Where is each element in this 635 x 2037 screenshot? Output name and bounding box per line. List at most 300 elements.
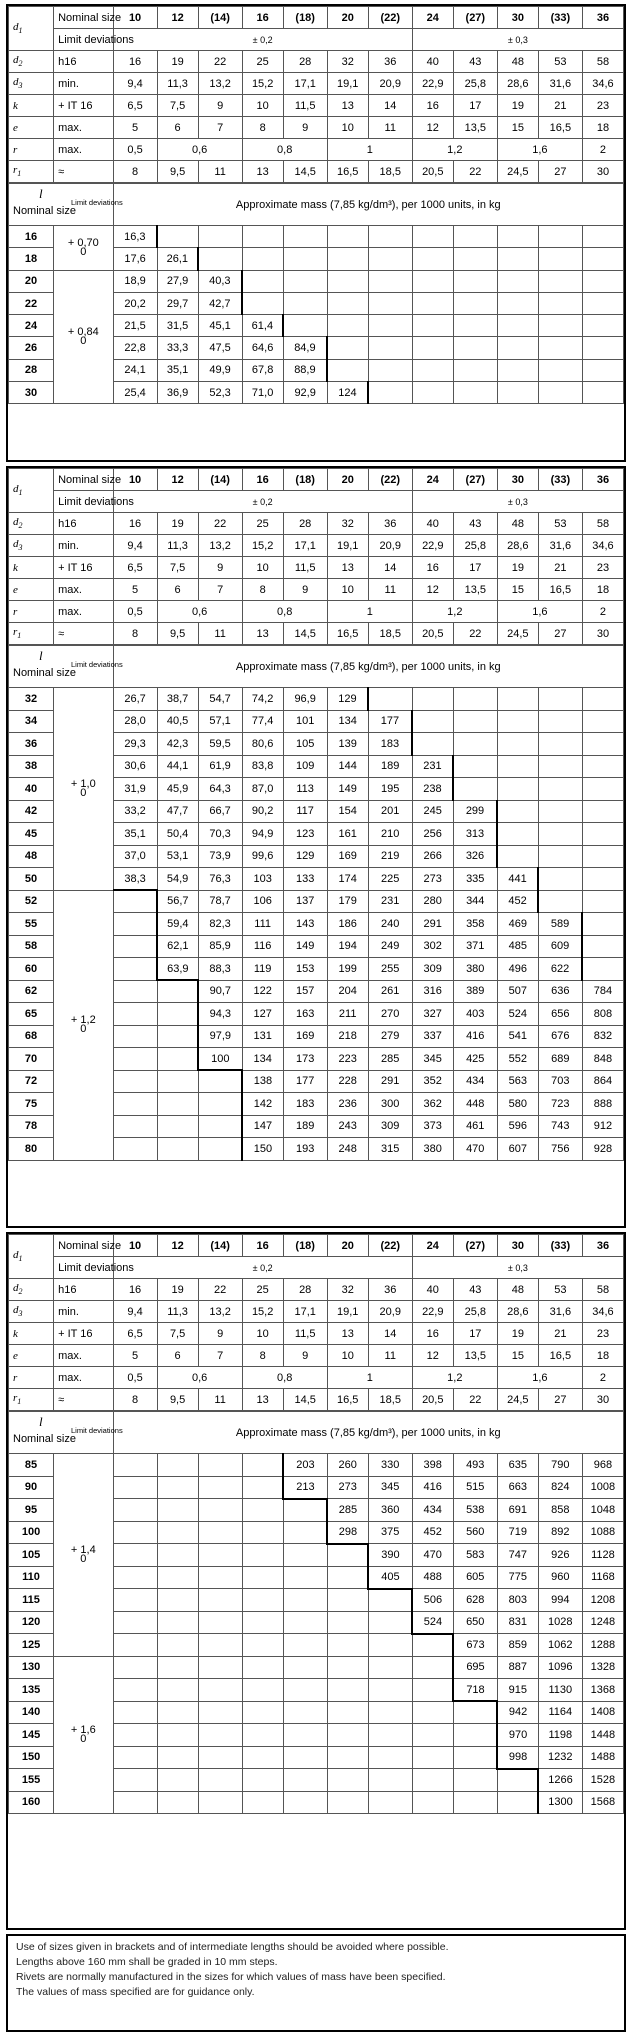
diameter-header: 16 [242,469,283,491]
mass-value: 300 [368,1093,412,1116]
mass-value: 35,1 [157,359,198,381]
mass-value [242,1634,283,1657]
spec-value: 9,4 [113,1301,157,1323]
mass-value: 622 [538,958,582,981]
table-row [9,688,624,711]
length-value: 62 [9,980,54,1003]
diameter-header: 10 [113,7,157,29]
length-value: 34 [9,710,54,733]
tolerance-label: max. [54,601,113,623]
mass-value [453,733,497,756]
mass-value [582,292,623,314]
mass-value: 260 [327,1454,368,1477]
spec-value: 31,6 [538,1301,582,1323]
spec-value: 48 [497,513,538,535]
mass-value [538,292,582,314]
length-value: 130 [9,1656,54,1679]
mass-value [582,755,623,778]
mass-value: 1088 [582,1521,623,1544]
spec-value: 22,9 [412,73,453,95]
spec-value: 36 [368,1279,412,1301]
symbol-label: k [9,95,54,117]
mass-value: 138 [242,1070,283,1093]
spec-value: 16 [412,1323,453,1345]
mass-value: 1368 [582,1679,623,1702]
mass-value: 1568 [582,1791,623,1814]
spec-value: 20,5 [412,1389,453,1411]
spec-value: 28,6 [497,535,538,557]
mass-value [453,778,497,801]
spec-value: 13 [242,1389,283,1411]
mass-value: 63,9 [157,958,198,981]
mass-value [538,226,582,248]
mass-value [113,1611,157,1634]
symbol-label: $r_1$ [9,1389,54,1411]
mass-value [368,688,412,711]
mass-value [453,226,497,248]
tolerance-label: + IT 16 [54,557,113,579]
tolerance-label: min. [54,1301,113,1323]
d1-deviation: ± 0,3 [412,29,623,51]
length-value: 26 [9,337,54,359]
spec-value: 14 [368,557,412,579]
spec-value: 17 [453,557,497,579]
mass-value: 285 [327,1499,368,1522]
spec-value: 17,1 [283,1301,327,1323]
length-header [9,184,123,226]
mass-value [113,1454,157,1477]
mass-value: 313 [453,823,497,846]
length-value: 110 [9,1566,54,1589]
spec-value: 9,4 [113,73,157,95]
spec-value: 24,5 [497,161,538,183]
mass-value: 358 [453,913,497,936]
diameter-header: 36 [582,469,623,491]
mass-value: 248 [327,1138,368,1161]
mass-value: 45,1 [198,315,242,337]
approx-mass-label: Approximate mass (7,85 kg/dm³), per 1000 units, in kg [113,646,623,688]
mass-value: 143 [283,913,327,936]
spec-value: 8 [242,117,283,139]
table-row [9,1656,624,1679]
mass-value: 635 [497,1454,538,1477]
mass-value [242,1611,283,1634]
diameter-header: (14) [198,469,242,491]
mass-value: 44,1 [157,755,198,778]
mass-value: 775 [497,1566,538,1589]
mass-value [327,1701,368,1724]
mass-value: 163 [283,1003,327,1026]
spec-value: 34,6 [582,1301,623,1323]
mass-value [327,315,368,337]
spec-value: 9 [198,1323,242,1345]
mass-value: 149 [327,778,368,801]
mass-value: 461 [453,1115,497,1138]
mass-value: 223 [327,1048,368,1071]
tolerance-label: max. [54,117,113,139]
mass-value: 756 [538,1138,582,1161]
length-value: 100 [9,1521,54,1544]
mass-value [242,1791,283,1814]
length-value: 22 [9,292,54,314]
diameter-header: (33) [538,1235,582,1257]
spec-value: 9,5 [157,161,198,183]
mass-value: 1232 [538,1746,582,1769]
spec-value: 40 [412,51,453,73]
mass-value: 49,9 [198,359,242,381]
mass-value: 228 [327,1070,368,1093]
spec-value: 15 [497,117,538,139]
length-value: 120 [9,1611,54,1634]
spec-value: 10 [327,579,368,601]
mass-value [368,226,412,248]
mass-value [412,1656,453,1679]
spec-value: 1,6 [497,601,582,623]
diameter-header: (33) [538,469,582,491]
mass-value [113,1791,157,1814]
spec-value: 6,5 [113,95,157,117]
spec-value: 10 [242,557,283,579]
spec-value: 10 [327,1345,368,1367]
diameter-header: 20 [327,1235,368,1257]
length-value: 45 [9,823,54,846]
spec-value: 23 [582,1323,623,1345]
mass-value: 1096 [538,1656,582,1679]
symbol-label: r [9,139,54,161]
mass-value: 59,5 [198,733,242,756]
mass-value: 78,7 [198,890,242,913]
mass-value: 27,9 [157,270,198,292]
mass-value: 858 [538,1499,582,1522]
mass-value: 273 [412,868,453,891]
mass-value [582,845,623,868]
mass-value [113,958,157,981]
mass-value [453,359,497,381]
mass-value [327,1566,368,1589]
mass-value: 824 [538,1476,582,1499]
length-value: 70 [9,1048,54,1071]
mass-value [327,359,368,381]
mass-value: 425 [453,1048,497,1071]
mass-value [157,1791,198,1814]
mass-value [242,1566,283,1589]
mass-value: 434 [453,1070,497,1093]
spec-value: 11,3 [157,535,198,557]
length-value: 90 [9,1476,54,1499]
mass-value: 723 [538,1093,582,1116]
dimension-table [8,1234,624,1411]
length-header [9,1412,123,1454]
mass-value: 915 [497,1679,538,1702]
mass-value: 1128 [582,1544,623,1567]
mass-value [453,292,497,314]
symbol-label: $d_3$ [9,1301,54,1323]
symbol-label: $d_1$ [9,7,54,51]
mass-value: 452 [412,1521,453,1544]
symbol-label: $d_2$ [9,513,54,535]
mass-value: 134 [327,710,368,733]
symbol-label: $d_2$ [9,51,54,73]
diameter-header: 30 [497,7,538,29]
mass-value [497,733,538,756]
mass-value: 56,7 [157,890,198,913]
spec-value: 32 [327,513,368,535]
spec-value: 22 [198,513,242,535]
mass-value [283,1724,327,1747]
mass-value [157,226,198,248]
mass-value: 926 [538,1544,582,1567]
mass-value [453,315,497,337]
note: Lengths above 160 mm shall be graded in 10 mm steps. [16,1956,278,1968]
mass-value: 183 [283,1093,327,1116]
mass-value: 70,3 [198,823,242,846]
spec-value: 18 [582,579,623,601]
symbol-label: $d_2$ [9,1279,54,1301]
mass-value [582,868,623,891]
mass-value [412,688,453,711]
mass-value [157,1679,198,1702]
mass-value: 344 [453,890,497,913]
spec-value: 8 [113,1389,157,1411]
mass-value: 703 [538,1070,582,1093]
mass-value [283,1589,327,1612]
mass-value: 62,1 [157,935,198,958]
mass-value [283,1566,327,1589]
mass-value [327,1679,368,1702]
mass-value: 40,5 [157,710,198,733]
spec-value: 17 [453,95,497,117]
mass-value [113,935,157,958]
length-header [9,646,123,688]
spec-value: 9 [283,579,327,601]
mass-value: 31,5 [157,315,198,337]
mass-value [113,1746,157,1769]
spec-value: 25 [242,51,283,73]
mass-value [113,1724,157,1747]
mass-value: 106 [242,890,283,913]
tolerance-label: max. [54,1345,113,1367]
spec-value: 23 [582,557,623,579]
spec-value: 22 [453,623,497,645]
diameter-header: (33) [538,7,582,29]
mass-value: 201 [368,800,412,823]
spec-value: 16,5 [327,623,368,645]
spec-value: 13,5 [453,117,497,139]
table-section-2 [6,466,626,1228]
spec-value: 1,2 [412,1367,497,1389]
mass-value: 493 [453,1454,497,1477]
mass-value: 204 [327,980,368,1003]
mass-value: 650 [453,1611,497,1634]
mass-value [242,248,283,270]
nominal-size-label: Nominal size [54,7,113,29]
mass-value: 54,9 [157,868,198,891]
mass-value: 52,3 [198,382,242,404]
mass-value: 676 [538,1025,582,1048]
mass-value [242,292,283,314]
length-deviation: + 1,0 0 [54,688,113,891]
mass-value [538,337,582,359]
spec-value: 43 [453,1279,497,1301]
mass-value [283,1544,327,1567]
mass-value: 203 [283,1454,327,1477]
spec-value: 18 [582,1345,623,1367]
spec-value: 11,5 [283,95,327,117]
mass-value: 218 [327,1025,368,1048]
mass-value: 373 [412,1115,453,1138]
mass-value: 53,1 [157,845,198,868]
spec-value: 13 [327,1323,368,1345]
spec-value: 7 [198,117,242,139]
mass-value [157,1070,198,1093]
mass-value: 1164 [538,1701,582,1724]
mass-value: 26,1 [157,248,198,270]
mass-value [412,710,453,733]
mass-value: 747 [497,1544,538,1567]
mass-value: 888 [582,1093,623,1116]
spec-value: 1 [327,139,412,161]
spec-value: 8 [113,161,157,183]
spec-value: 36 [368,513,412,535]
mass-value [198,1724,242,1747]
spec-value: 11,5 [283,557,327,579]
mass-value: 970 [497,1724,538,1747]
mass-value: 298 [327,1521,368,1544]
spec-value: 48 [497,1279,538,1301]
mass-value: 42,7 [198,292,242,314]
mass-value [538,800,582,823]
mass-value: 1248 [582,1611,623,1634]
mass-value [327,226,368,248]
table-section-3 [6,1232,626,1930]
mass-value: 380 [412,1138,453,1161]
mass-value [538,868,582,891]
mass-value: 389 [453,980,497,1003]
mass-value: 1048 [582,1499,623,1522]
mass-value: 194 [327,935,368,958]
length-value: 28 [9,359,54,381]
mass-value: 36,9 [157,382,198,404]
mass-value [113,980,157,1003]
mass-value: 105 [283,733,327,756]
spec-value: 48 [497,51,538,73]
limit-deviations-label: Limit deviations [71,660,123,669]
mass-value [113,1476,157,1499]
mass-value [283,226,327,248]
mass-value [582,890,623,913]
spec-value: 8 [242,579,283,601]
mass-value: 123 [283,823,327,846]
tolerance-label: max. [54,139,113,161]
mass-value: 337 [412,1025,453,1048]
mass-value: 469 [497,913,538,936]
mass-value: 97,9 [198,1025,242,1048]
mass-value [198,1454,242,1477]
spec-value: 0,6 [157,1367,242,1389]
mass-value: 1062 [538,1634,582,1657]
spec-value: 5 [113,579,157,601]
spec-value: 18 [582,117,623,139]
mass-value [497,1769,538,1792]
nominal-size-label: Nominal size [13,205,76,217]
mass-value [242,1499,283,1522]
mass-value [198,1138,242,1161]
mass-value [368,315,412,337]
spec-value: 0,5 [113,601,157,623]
mass-value: 335 [453,868,497,891]
mass-value: 83,8 [242,755,283,778]
mass-value [157,1701,198,1724]
diameter-header: 30 [497,469,538,491]
symbol-label: r [9,601,54,623]
mass-value [412,337,453,359]
mass-value [327,270,368,292]
mass-value [242,1656,283,1679]
mass-value: 255 [368,958,412,981]
mass-value [497,800,538,823]
mass-value: 563 [497,1070,538,1093]
spec-value: 16,5 [538,117,582,139]
mass-value [283,292,327,314]
spec-value: 20,9 [368,535,412,557]
mass-value: 153 [283,958,327,981]
spec-value: 9 [198,95,242,117]
diameter-header: (27) [453,7,497,29]
spec-value: 9,5 [157,1389,198,1411]
spec-value: 17 [453,1323,497,1345]
spec-value: 11 [198,1389,242,1411]
mass-value: 174 [327,868,368,891]
mass-value [412,270,453,292]
tolerance-label: h16 [54,1279,113,1301]
mass-value: 133 [283,868,327,891]
mass-value [412,1634,453,1657]
mass-value: 1408 [582,1701,623,1724]
spec-value: 16 [412,95,453,117]
mass-value [497,359,538,381]
length-value: 115 [9,1589,54,1612]
spec-value: 0,8 [242,601,327,623]
mass-value: 279 [368,1025,412,1048]
symbol-label: e [9,579,54,601]
mass-value [198,226,242,248]
mass-value: 928 [582,1138,623,1161]
mass-value [113,1589,157,1612]
length-deviation: + 1,2 0 [54,890,113,1160]
mass-value [242,1589,283,1612]
spec-value: 13,5 [453,579,497,601]
mass-value [327,1791,368,1814]
spec-value: 43 [453,51,497,73]
spec-value: 32 [327,1279,368,1301]
spec-value: 34,6 [582,535,623,557]
mass-value [538,359,582,381]
mass-value [453,337,497,359]
spec-value: 11,3 [157,1301,198,1323]
mass-value: 20,2 [113,292,157,314]
spec-value: 58 [582,1279,623,1301]
mass-value: 718 [453,1679,497,1702]
mass-value: 73,9 [198,845,242,868]
mass-value: 352 [412,1070,453,1093]
spec-value: 5 [113,117,157,139]
mass-value: 515 [453,1476,497,1499]
mass-value: 256 [412,823,453,846]
spec-value: 18,5 [368,1389,412,1411]
mass-value [327,1656,368,1679]
mass-value [538,845,582,868]
mass-value [368,1611,412,1634]
